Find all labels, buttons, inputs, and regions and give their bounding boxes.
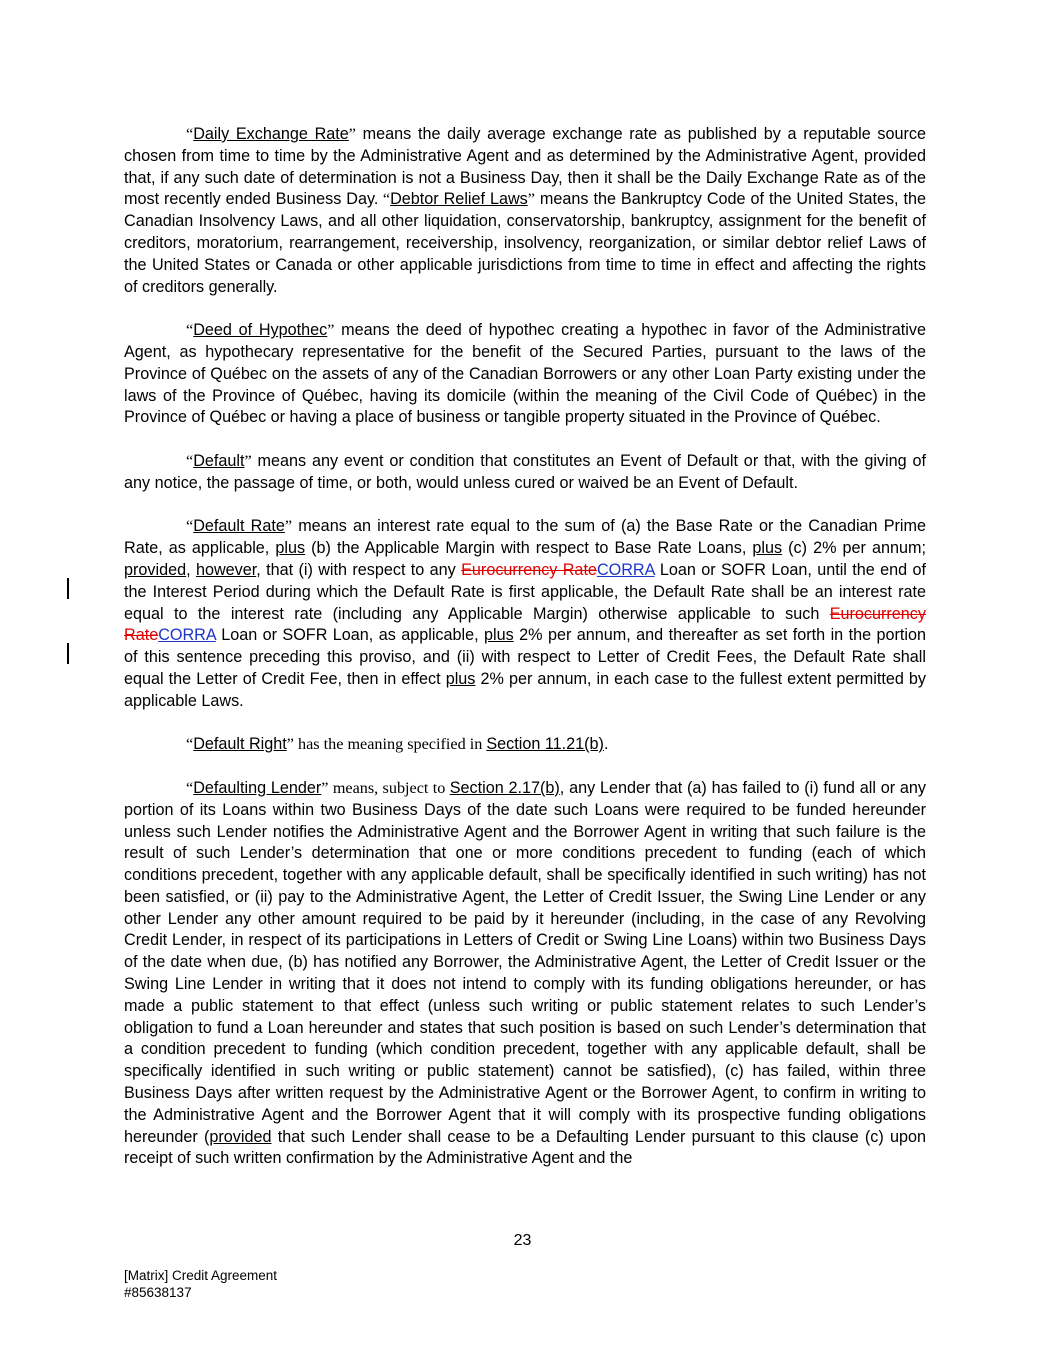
underlined-word: however — [195, 560, 257, 579]
deleted-text: Eurocurrency Rate — [124, 604, 926, 645]
close-quote: ” — [527, 190, 535, 209]
definition-default-right — [124, 734, 926, 756]
defined-term: Default Rate — [193, 517, 285, 536]
footer-doc-id: #85638137 — [124, 1285, 192, 1300]
open-quote: “ — [186, 517, 194, 536]
definition-defaulting-lender — [124, 778, 926, 1170]
definition-default — [124, 451, 926, 495]
definition-text: means, subject to — [328, 778, 450, 797]
definition-text: means an interest rate equal to the sum of (a) the Base Rate or the Canadian Prime Rate, as applicable, — [124, 517, 926, 558]
open-quote: “ — [186, 125, 194, 143]
definition-text: means the Bankruptcy Code of the United States, the Canadian Insolvency Laws, and all other liquidation, conservatorship, bankruptcy, assignment for the benefit of creditors, moratorium, rearrangement, receivership, insolvency, reorganization, or similar debtor relief Laws of the United States or Canada or other applicable jurisdictions from time to time in effect and affecting the rights of creditors generally. — [124, 190, 927, 296]
underlined-word: plus — [484, 626, 514, 645]
open-quote: “ — [186, 321, 194, 340]
close-quote: ” — [284, 517, 293, 536]
close-quote: ” — [348, 125, 356, 143]
definition-text: Loan or SOFR Loan, as applicable, — [215, 626, 485, 645]
close-quote: ” — [286, 735, 294, 754]
definition-text: (b) the Applicable Margin with respect to Base Rate Loans, — [305, 539, 753, 558]
definition-default-rate — [124, 516, 926, 712]
defined-term: Daily Exchange Rate — [193, 125, 349, 143]
definition-text: , any Lender that (a) has failed to (i) fund all or any portion of its Loans within two Business Days of the date such Loans were required to be funded hereunder unless such Lender notifies the Administrative Agent and the Borrower Agent in writing that such failure is the result of such Lender’s determination that one or more conditions precedent to funding (each of which conditions precedent, together with any applicable default, shall be specifically identified in such writing) has not been satisfied, or (ii) pay to the Administrative Agent, the Letter of Credit Issuer, the Swing Line Lender or any other Lender any other amount required to be paid by it hereunder (including, in the case of any Revolving Credit Lender, in respect of its participations in Letters of Credit or Swing Line Loans) within two Business Days of the date when due, (b) has notified any Borrower, the Administrative Agent, the Letter of Credit Issuer or the Swing Line Lender in writing that it does not intend to comply with its funding obligations hereunder, or has made a public statement to that effect (unless such writing or public statement relates to such Lender’s obligation to fund a Loan hereunder and states that such position is based on such Lender’s determination that a condition precedent to funding (which condition precedent, together with any applicable default, shall be specifically identified in such writing or public statement) cannot be satisfied), (c) has failed, within three Business Days after written request by the Administrative Agent or the Borrower Agent, to confirm in writing to the Administrative Agent and the Borrower Agent that it will comply with its prospective funding obligations hereunder ( — [124, 778, 927, 1146]
footer-title: [Matrix] Credit Agreement — [124, 1268, 278, 1283]
defined-term: Debtor Relief Laws — [390, 190, 528, 209]
definition-text: has the meaning specified in — [293, 735, 487, 754]
definition-text: , — [186, 560, 196, 579]
definition-text: 2% per annum, in each case to the fullest extent permitted by applicable Laws. — [124, 669, 926, 710]
defined-term: Deed of Hypothec — [193, 321, 328, 340]
open-quote: “ — [186, 735, 194, 754]
defined-term: Default — [193, 451, 245, 470]
defined-term: Default Right — [193, 735, 287, 754]
definition-text: . — [603, 735, 609, 754]
close-quote: ” — [321, 778, 329, 797]
definition-text: means the deed of hypothec creating a hypothec in favor of the Administrative Agent, as hypothecary representative for the benefit of the Secured Parties, pursuant to the laws of the Province of Québec on the assets of any of the Canadian Borrowers or any other Loan Party existing under the laws of the Province of Québec, having its domicile (within the meaning of the Civil Code of Québec) in the Province of Québec or having a place of business or tangible property situated in the Province of Québec. — [124, 321, 926, 427]
definition-text: means the daily average exchange rate as published by a reputable source chosen from time to time by the Administrative Agent and as determined by the Administrative Agent, provided that, if any such date of determination is not a Business Day, then it shall be the Daily Exchange Rate as of the most recently ended Business Day. — [124, 125, 927, 209]
definition-daily-exchange-rate — [124, 124, 926, 298]
section-reference: Section 2.17(b) — [449, 778, 560, 797]
inserted-text: CORRA — [596, 560, 655, 579]
definition-text: that such Lender shall cease to be a Defaulting Lender pursuant to this clause (c) upon receipt of such written confirmation by the Administrative Agent and the — [124, 1127, 926, 1168]
definition-text: , that (i) with respect to any — [256, 560, 462, 579]
page-number: 23 — [513, 1232, 532, 1249]
inserted-text: CORRA — [158, 626, 216, 645]
open-quote: “ — [186, 778, 194, 797]
open-quote: “ — [186, 451, 194, 470]
definition-text: Loan or SOFR Loan, until the end of the Interest Period during which the Default Rate is first applicable, the Default Rate shall be an interest rate equal to the interest rate (including any Applicable Margin) otherwise applicable to such — [124, 560, 926, 623]
deleted-text: Eurocurrency Rate — [461, 560, 597, 579]
document-body — [124, 124, 926, 1192]
open-quote: “ — [378, 190, 391, 209]
underlined-word: plus — [445, 669, 476, 688]
underlined-word: provided — [209, 1127, 272, 1146]
section-reference: Section 11.21(b) — [486, 735, 604, 754]
definition-text: 2% per annum, and thereafter as set forth in the portion of this sentence preceding this proviso, and (ii) with respect to Letter of Credit Fees, the Default Rate shall equal the Letter of Credit Fee, then in effect — [124, 626, 926, 688]
underlined-word: plus — [752, 539, 783, 558]
change-bar — [67, 578, 69, 599]
underlined-word: provided — [124, 560, 187, 579]
close-quote: ” — [244, 451, 252, 470]
change-bar — [67, 643, 69, 664]
definition-deed-of-hypothec — [124, 320, 926, 429]
underlined-word: plus — [275, 539, 306, 558]
document-footer — [124, 1267, 277, 1301]
definition-text: means any event or condition that constitutes an Event of Default or that, with the giving of any notice, the passage of time, or both, would unless cured or waived be an Event of Default. — [124, 451, 926, 492]
close-quote: ” — [327, 321, 335, 340]
defined-term: Defaulting Lender — [193, 778, 322, 797]
definition-text: (c) 2% per annum; — [782, 539, 926, 558]
